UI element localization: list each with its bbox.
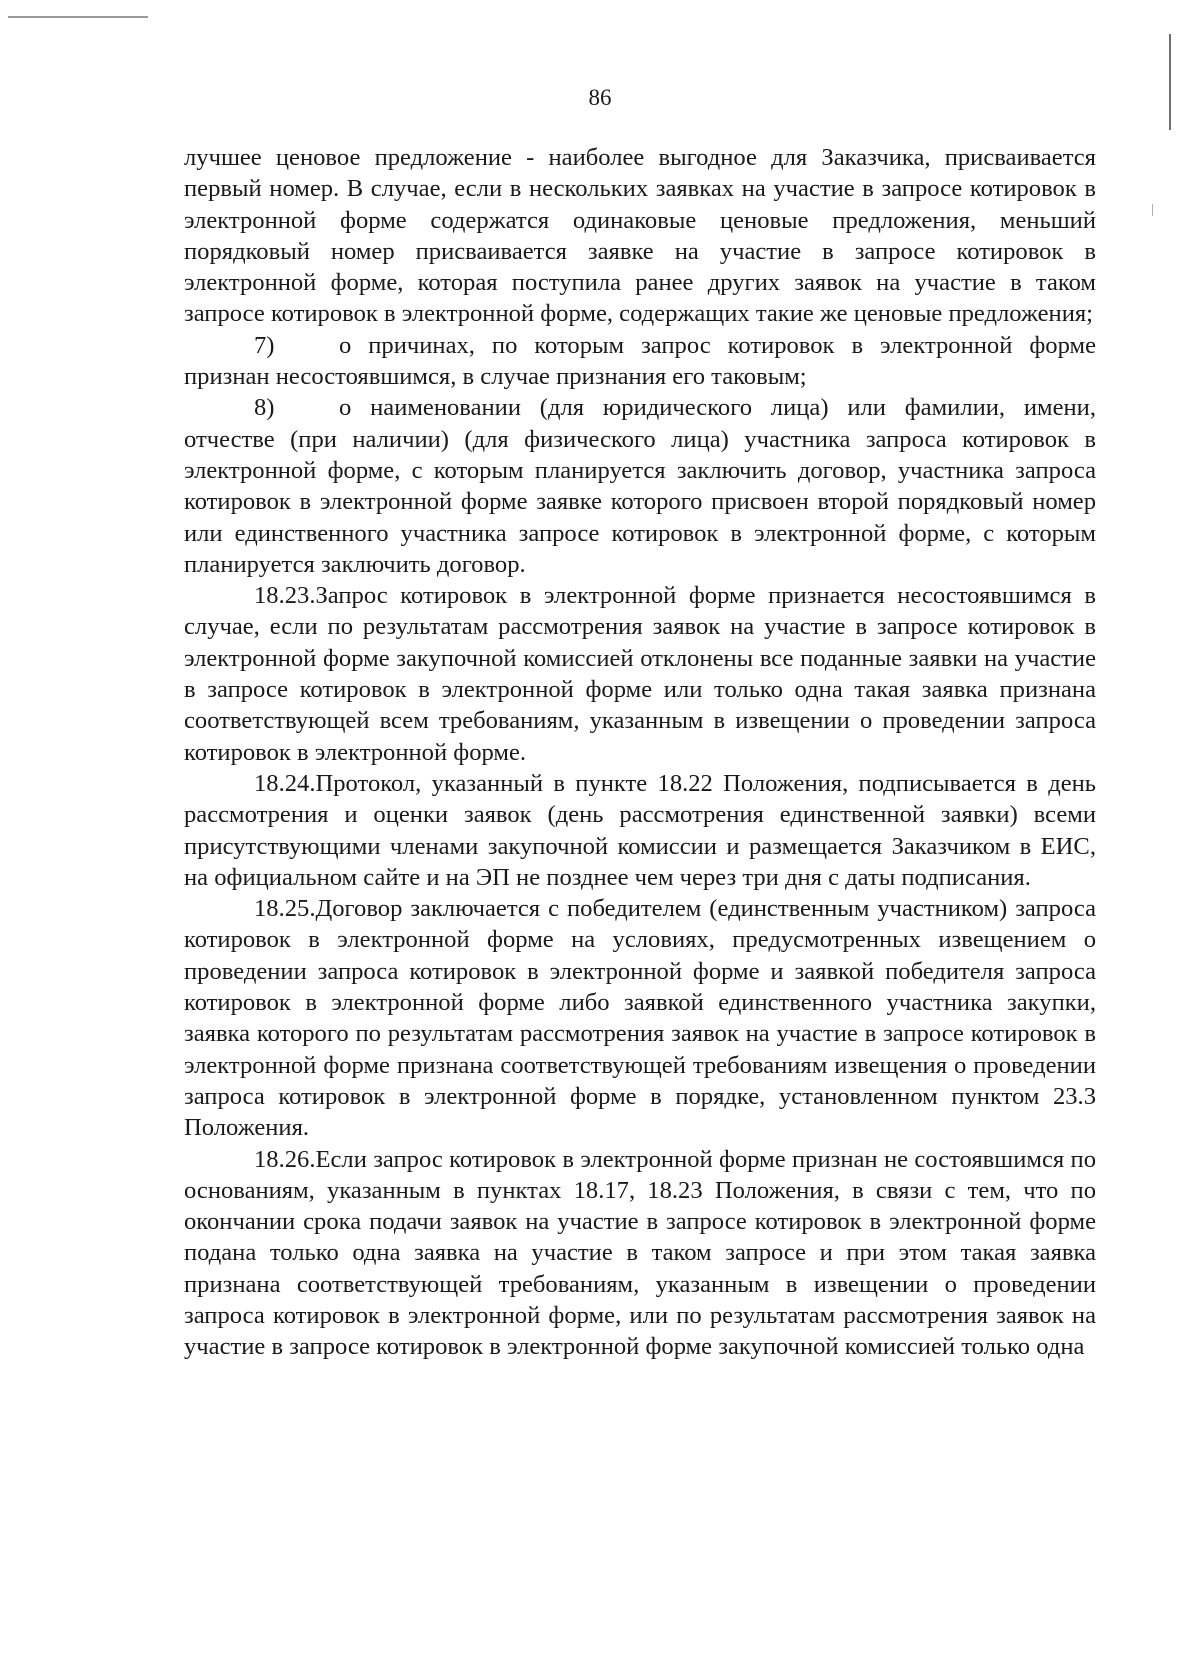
clause-18-26: 18.26.Если запрос котировок в электронной форме признан не состоявшимся по основаниям, указанным в пунктах 18.17, 18.23 Положения, в связи с тем, что по окончании срока подачи заявок на участие в запросе котировок в электронной форме подана только одна заявка на участие в таком запросе и при этом такая заявка признана соответствующей требованиям, указанным в извещении о проведении запроса котировок в электронной форме, или по результатам рассмотрения заявок на участие в запросе котировок в электронной форме закупочной комиссией только одна: [184, 1145, 1096, 1361]
list-item-text: о наименовании (для юридического лица) или фамилии, имени, отчестве (при наличии) (для физического лица) участника запроса котировок в электронной форме, с которым планируется заключить договор, участника запроса котировок в электронной форме заявке которого присвоен второй порядковый номер или единственного участника запросе котировок в электронной форме, с которым планируется заключить договор.: [184, 394, 1096, 578]
list-item-7: [184, 330, 1096, 393]
scan-artifact-top-left: [8, 16, 148, 18]
scan-artifact-right-edge: [1169, 34, 1171, 130]
list-item-number: 8): [254, 394, 275, 422]
list-item-8: [184, 392, 1096, 580]
scan-artifact-right-tick: [1152, 204, 1153, 216]
clause-18-25: 18.25.Договор заключается с победителем (единственным участником) запроса котировок в электронной форме на условиях, предусмотренных извещением о проведении запроса котировок в электронной форме и заявкой победителя запроса котировок в электронной форме либо заявкой единственного участника закупки, заявка которого по результатам рассмотрения заявок на участие в запросе котировок в электронной форме признана соответствующей требованиям извещения о проведении запроса котировок в электронной форме в порядке, установленном пунктом 23.3 Положения.: [184, 895, 1096, 1142]
list-item-number: 7): [254, 331, 275, 359]
paragraph-continuation: лучшее ценовое предложение - наиболее выгодное для Заказчика, присваивается первый номер. В случае, если в нескольких заявках на участие в запросе котировок в электронной форме содержатся одинаковые ценовые предложения, меньший порядковый номер присваивается заявке на участие в запросе котировок в электронной форме, которая поступила ранее других заявок на участие в таком запросе котировок в электронной форме, содержащих такие же ценовые предложения;: [184, 144, 1096, 328]
page-number: 86: [588, 85, 612, 110]
clause-18-24: 18.24.Протокол, указанный в пункте 18.22 Положения, подписывается в день рассмотрения и оценки заявок (день рассмотрения единственной заявки) всеми присутствующими членами закупочной комиссии и размещается Заказчиком в ЕИС, на официальном сайте и на ЭП не позднее чем через три дня с даты подписания.: [184, 769, 1096, 891]
list-item-text: о причинах, по которым запрос котировок в электронной форме признан несостоявшимся, в случае признания его таковым;: [184, 331, 1096, 391]
clause-18-23: 18.23.Запрос котировок в электронной форме признается несостоявшимся в случае, если по результатам рассмотрения заявок на участие в запросе котировок в электронной форме закупочной комиссией отклонены все поданные заявки на участие в запросе котировок в электронной форме или только одна такая заявка признана соответствующей всем требованиям, указанным в извещении о проведении запроса котировок в электронной форме.: [184, 582, 1096, 766]
document-body: [184, 142, 1096, 1363]
